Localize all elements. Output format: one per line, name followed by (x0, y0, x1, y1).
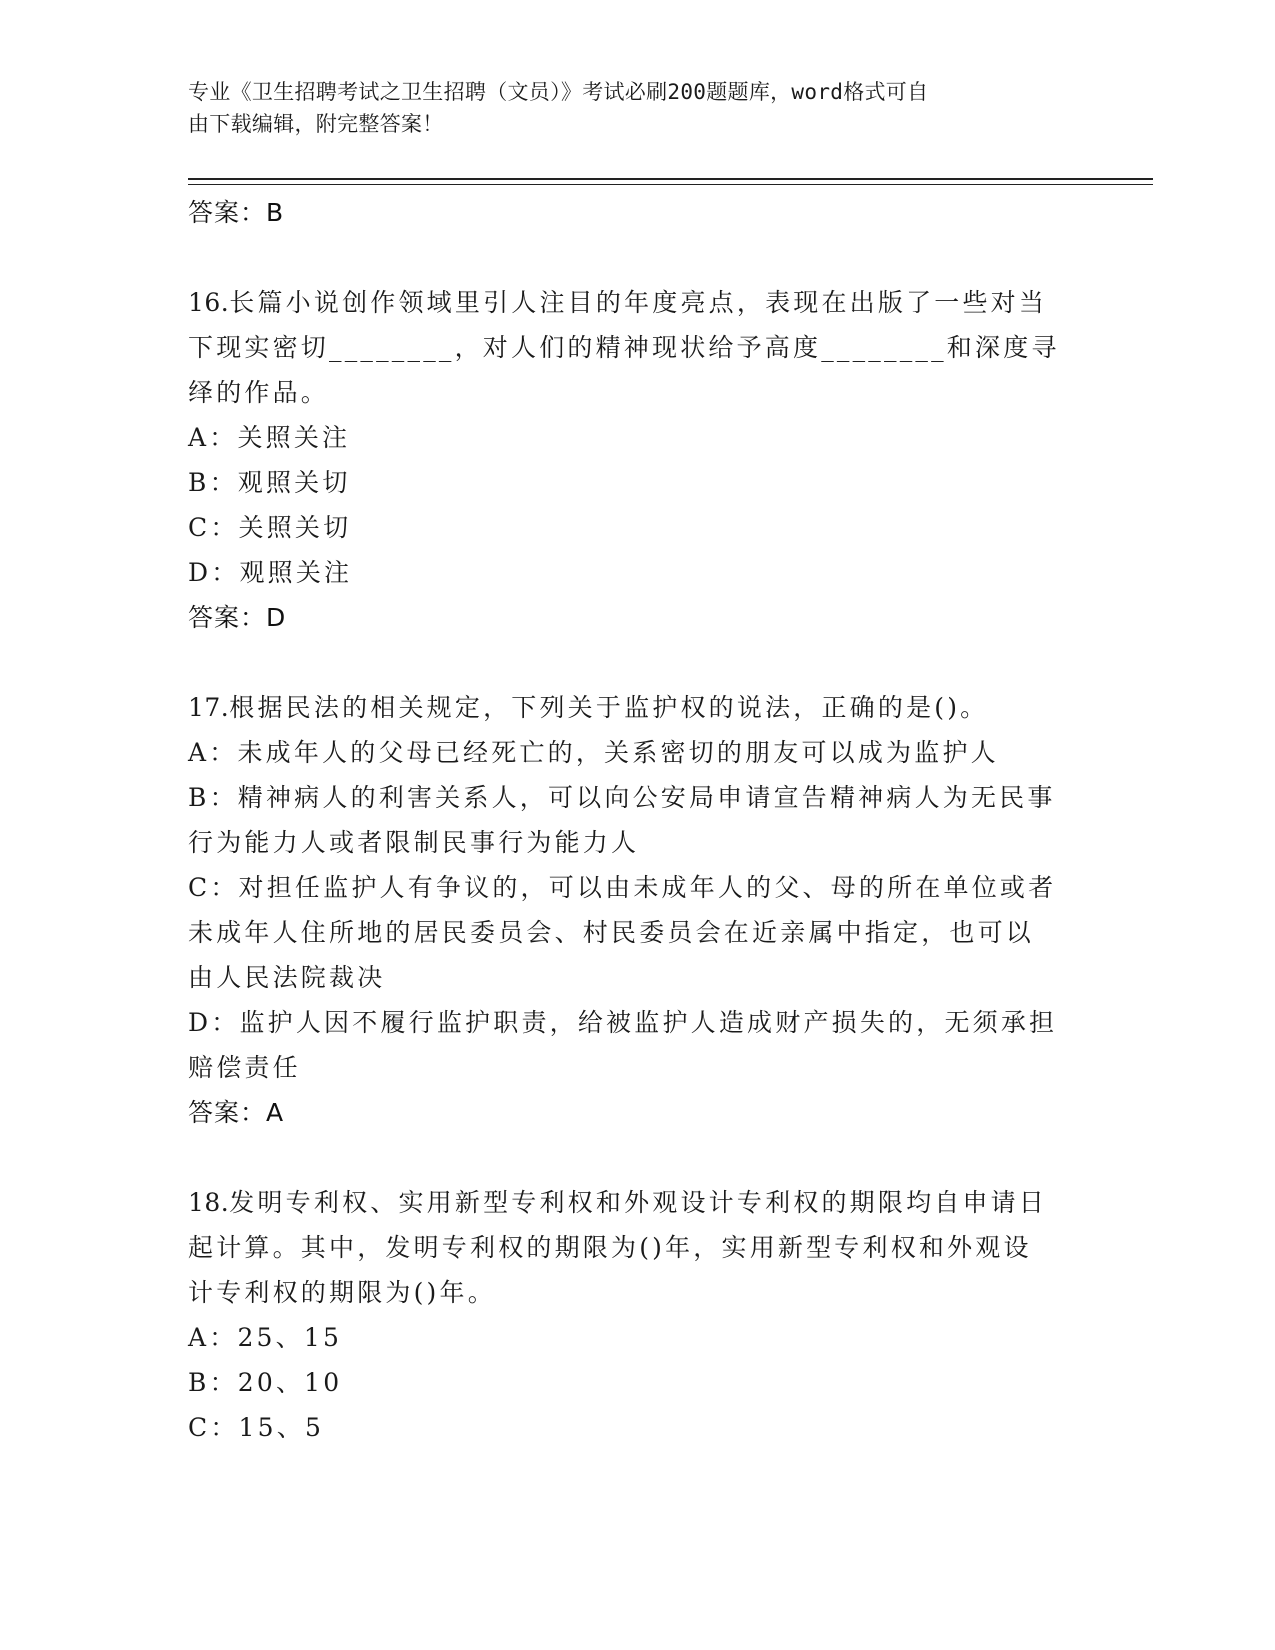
answer: 答案：A (188, 1098, 285, 1127)
option-c-continued: 未成年人住所地的居民委员会、村民委员会在近亲属中指定，也可以 (188, 918, 1035, 947)
document-header (188, 76, 1078, 140)
header-divider-thick (188, 178, 1153, 180)
document-content (188, 190, 1068, 1450)
option-a: A：未成年人的父母已经死亡的，关系密切的朋友可以成为监护人 (188, 738, 999, 767)
question-text-line: 起计算。其中，发明专利权的期限为()年，实用新型专利权和外观设 (188, 1233, 1032, 1262)
answer: 答案：D (188, 603, 287, 632)
option-a: A：25、15 (188, 1323, 343, 1352)
question-number: 17. (188, 693, 230, 722)
previous-answer: 答案：B (188, 198, 285, 227)
question-number: 16. (188, 288, 230, 317)
option-b: B：观照关切 (188, 468, 351, 497)
header-line-1: 专业《卫生招聘考试之卫生招聘（文员）》考试必刷200题题库，word格式可自 (188, 80, 929, 104)
option-a: A：关照关注 (188, 423, 351, 452)
question-text-line: 绎的作品。 (188, 378, 330, 407)
question-18 (188, 1180, 1068, 1450)
header-line-2: 由下载编辑，附完整答案！ (188, 112, 444, 136)
question-text-line: 17.根据民法的相关规定，下列关于监护权的说法，正确的是()。 (188, 693, 989, 722)
option-c: C：对担任监护人有争议的，可以由未成年人的父、母的所在单位或者 (188, 873, 1057, 902)
option-b: B：20、10 (188, 1368, 343, 1397)
option-b: B：精神病人的利害关系人，可以向公安局申请宣告精神病人为无民事 (188, 783, 1056, 812)
option-d: D：观照关注 (188, 558, 353, 587)
question-text-line: 18.发明专利权、实用新型专利权和外观设计专利权的期限均自申请日 (188, 1188, 1048, 1217)
option-b-continued: 行为能力人或者限制民事行为能力人 (188, 828, 640, 857)
question-text-line: 下现实密切________，对人们的精神现状给予高度________和深度寻 (188, 333, 1060, 362)
header-divider-thin (188, 184, 1153, 185)
question-text-line: 计专利权的期限为()年。 (188, 1278, 496, 1307)
option-c-continued: 由人民法院裁决 (188, 963, 386, 992)
question-17 (188, 685, 1068, 1135)
option-c: C：关照关切 (188, 513, 352, 542)
option-c: C：15、5 (188, 1413, 325, 1442)
question-16 (188, 280, 1068, 640)
question-number: 18. (188, 1188, 230, 1217)
option-d: D：监护人因不履行监护职责，给被监护人造成财产损失的，无须承担 (188, 1008, 1058, 1037)
option-d-continued: 赔偿责任 (188, 1053, 301, 1082)
question-text-line: 16.长篇小说创作领域里引人注目的年度亮点，表现在出版了一些对当 (188, 288, 1048, 317)
